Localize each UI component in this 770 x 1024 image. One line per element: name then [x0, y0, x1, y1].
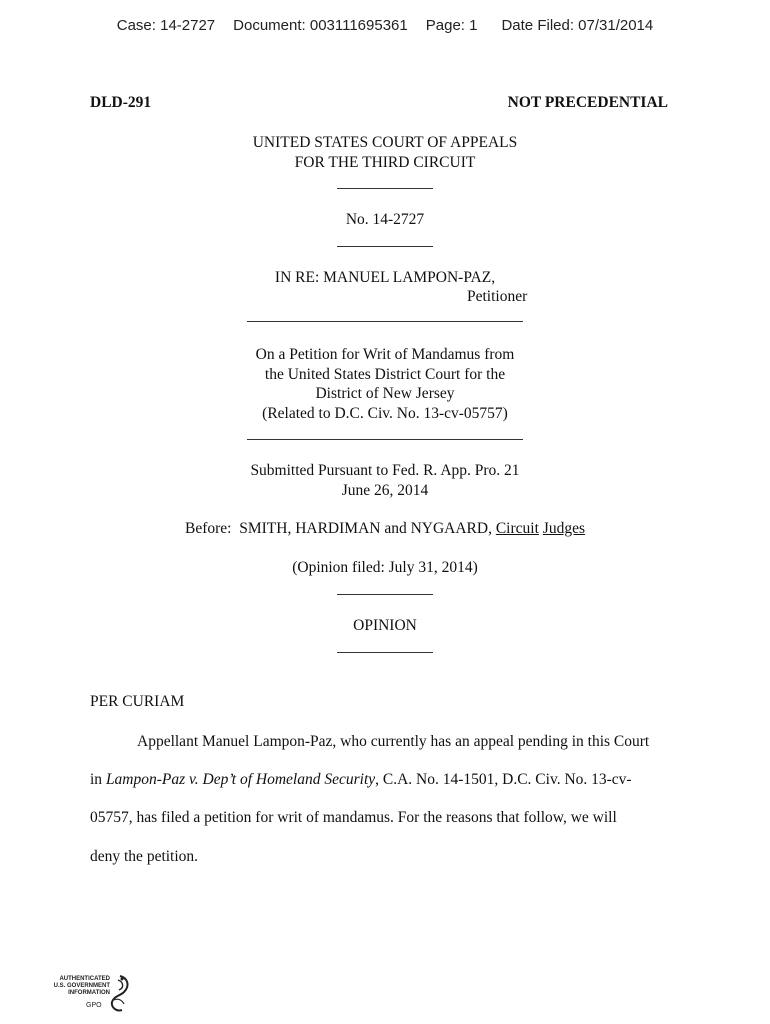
divider: [247, 321, 523, 322]
petition-line-2: the United States District Court for the: [264, 365, 506, 383]
document-number-header: Document: 003111695361: [233, 17, 408, 34]
panel-word-judges: Judges: [542, 520, 585, 537]
petition-line-1: On a Petition for Writ of Mandamus from: [255, 346, 515, 363]
opinion-heading: OPINION: [353, 617, 417, 634]
eagle-seal-icon: [102, 974, 132, 1016]
opinion-heading-block: [0, 616, 770, 653]
gpo-authentication-seal: [44, 974, 134, 1018]
submission-line-1: Submitted Pursuant to Fed. R. App. Pro. 21: [250, 462, 520, 479]
court-name: [0, 133, 770, 189]
body-line-2-suffix: , C.A. No. 14-1501, D.C. Civ. No. 13-cv-: [375, 771, 632, 788]
case-number-block: [0, 210, 770, 247]
filing-header: [0, 17, 770, 34]
case-citation: Lampon-Paz v. Dep’t of Homeland Security: [105, 771, 376, 788]
party-name: IN RE: MANUEL LAMPON-PAZ,: [274, 269, 496, 286]
case-number-header: Case: 14-2727: [116, 17, 216, 34]
submission-date: June 26, 2014: [341, 481, 429, 499]
petition-line-4: (Related to D.C. Civ. No. 13-cv-05757): [262, 404, 508, 422]
case-number: No. 14-2727: [345, 211, 425, 228]
body-line-3: 05757, has filed a petition for writ of mandamus. For the reasons that follow, we will: [90, 809, 617, 826]
panel-word-circuit: Circuit: [495, 520, 539, 537]
seal-agency: GPO: [86, 1002, 102, 1009]
opinion-filed-date: (Opinion filed: July 31, 2014): [292, 559, 478, 576]
caption-divider-wrap: [0, 321, 770, 322]
submission-block: [0, 461, 770, 500]
court-line-1: UNITED STATES COURT OF APPEALS: [252, 134, 518, 151]
body-line-1: Appellant Manuel Lampon-Paz, who currently has an appeal pending in this Court: [137, 733, 650, 750]
divider: [247, 439, 523, 440]
divider: [337, 246, 433, 247]
panel-line: [0, 519, 770, 539]
opinion-filed-block: [0, 558, 770, 595]
per-curiam-heading: PER CURIAM: [90, 693, 185, 710]
precedential-status: NOT PRECEDENTIAL: [507, 94, 668, 111]
panel-judges: Before: SMITH, HARDIMAN and NYGAARD,: [185, 520, 496, 537]
petition-line-3: District of New Jersey: [315, 385, 455, 402]
docket-code: DLD-291: [90, 94, 152, 111]
petition-block: [0, 345, 770, 440]
caption-party: [0, 268, 770, 288]
divider: [337, 652, 433, 653]
petitioner-label: Petitioner: [467, 288, 528, 305]
body-line-2: [90, 771, 632, 789]
seal-text: AUTHENTICATED U.S. GOVERNMENT INFORMATION: [53, 976, 110, 996]
court-line-2: FOR THE THIRD CIRCUIT: [294, 153, 476, 171]
divider: [337, 594, 433, 595]
date-filed-header: Date Filed: 07/31/2014: [501, 17, 654, 34]
body-line-2-prefix: in: [90, 771, 106, 788]
body-line-4: deny the petition.: [90, 848, 199, 865]
divider: [337, 188, 433, 189]
page-number-header: Page: 1: [425, 17, 478, 34]
